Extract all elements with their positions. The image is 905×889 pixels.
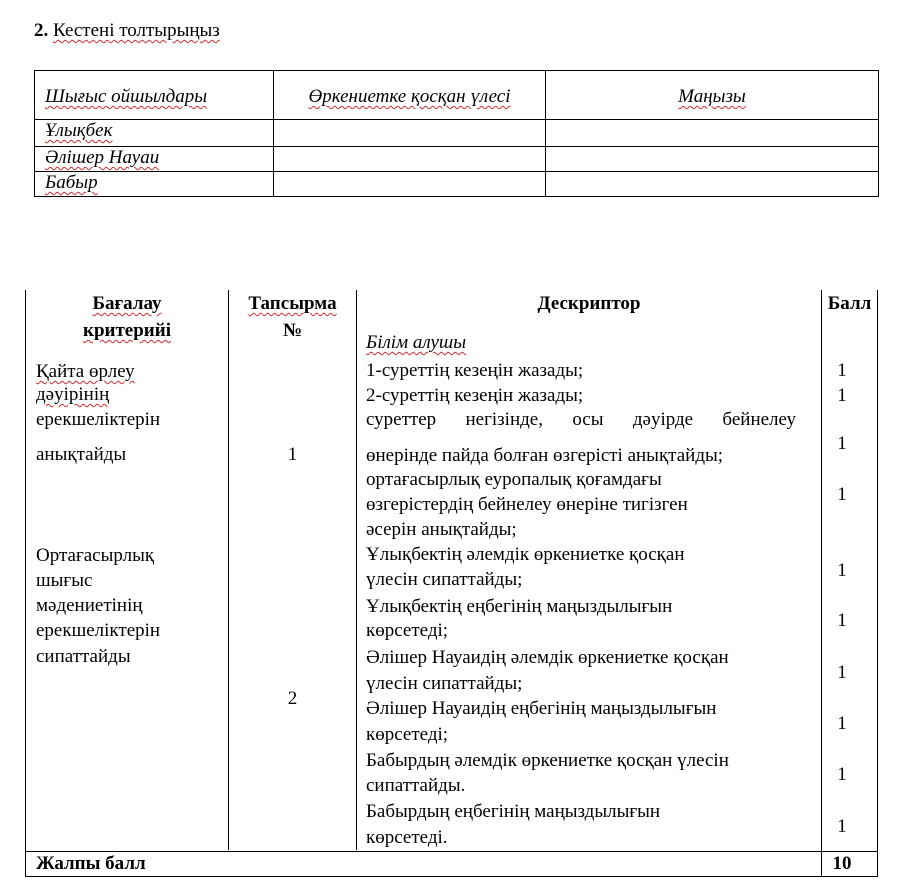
- descriptor-line: Әлішер Науаидің әлемдік өркениетке қосқан: [366, 647, 729, 668]
- criterion-2-line: Ортағасырлық: [36, 545, 155, 566]
- header-task-line1: Тапсырма: [248, 293, 337, 314]
- thinker-row: Ұлықбек: [45, 120, 113, 141]
- learner-label: Білім алушы: [366, 332, 467, 353]
- header-significance: Маңызы: [678, 86, 746, 107]
- header-criteria-line2: критерийі: [83, 320, 171, 341]
- header-descriptor: Дескриптор: [537, 293, 641, 314]
- descriptor-line: сипаттайды.: [366, 775, 466, 796]
- thinker-row: Бабыр: [45, 172, 98, 193]
- header-points: Балл: [827, 293, 872, 314]
- descriptor-line: Бабырдың әлемдік өркениетке қосқан үлесін: [366, 750, 729, 771]
- task-number: 2.: [34, 20, 49, 41]
- descriptor-line: көрсетеді.: [366, 827, 448, 848]
- descriptor-line: көрсетеді;: [366, 724, 449, 745]
- criterion-1-line: дәуірінің: [36, 384, 110, 405]
- descriptor-line: өзгерістердің бейнелеу өнеріне тигізген: [366, 494, 688, 515]
- descriptor-line: 1-суреттің кезеңін жазады;: [366, 360, 584, 381]
- criterion-1-line: Қайта өрлеу: [36, 361, 135, 382]
- descriptor-line: 2-суреттің кезеңін жазады;: [366, 385, 584, 406]
- task-number-1: 1: [287, 444, 298, 465]
- points-value: 1: [837, 610, 847, 631]
- descriptor-line: үлесін сипаттайды;: [366, 673, 523, 694]
- descriptor-word: негізінде,: [465, 409, 543, 430]
- points-value: 1: [837, 662, 847, 683]
- descriptor-word: осы: [572, 409, 604, 430]
- points-value: 1: [837, 560, 847, 581]
- points-value: 1: [837, 385, 847, 406]
- descriptor-line: Бабырдың еңбегінің маңыздылығын: [366, 801, 661, 822]
- points-value: 1: [837, 713, 847, 734]
- points-value: 1: [837, 360, 847, 381]
- descriptor-word: бейнелеу: [722, 409, 796, 430]
- descriptor-word: суреттер: [366, 409, 437, 430]
- header-contribution: Өркениетке қосқан үлесі: [308, 86, 511, 107]
- header-task-line2: №: [282, 320, 303, 341]
- points-value: 1: [837, 484, 847, 505]
- points-value: 1: [837, 764, 847, 785]
- descriptor-word: дәуірде: [632, 409, 694, 430]
- task-heading: [34, 20, 220, 42]
- task-number-2: 2: [287, 688, 298, 709]
- descriptor-line: Ұлықбектің еңбегінің маңыздылығын: [366, 596, 673, 617]
- criterion-1-line: ерекшеліктерін: [36, 409, 161, 430]
- descriptor-line: көрсетеді;: [366, 620, 449, 641]
- total-label: Жалпы балл: [36, 853, 146, 874]
- descriptor-line: ортағасырлық еуропалық қоғамдағы: [366, 469, 662, 490]
- criterion-2-line: ерекшеліктерін: [36, 620, 161, 641]
- task-title: Кестені толтырыңыз: [53, 20, 220, 41]
- criterion-1-line: анықтайды: [36, 444, 127, 465]
- descriptor-line: Әлішер Науаидің еңбегінің маңыздылығын: [366, 698, 717, 719]
- descriptor-line: Ұлықбектің әлемдік өркениетке қосқан: [366, 544, 685, 565]
- thinker-row: Әлішер Науаи: [45, 147, 160, 168]
- total-value: 10: [832, 853, 852, 874]
- header-thinkers: Шығыс ойшылдары: [45, 86, 208, 107]
- criterion-2-line: сипаттайды: [36, 646, 131, 667]
- header-criteria-line1: Бағалау: [92, 293, 162, 314]
- descriptor-line: үлесін сипаттайды;: [366, 569, 523, 590]
- descriptor-line-justified: [366, 409, 796, 431]
- points-value: 1: [837, 816, 847, 837]
- points-value: 1: [837, 433, 847, 454]
- criterion-2-line: мәдениетінің: [36, 595, 143, 616]
- descriptor-line: әсерін анықтайды;: [366, 519, 517, 540]
- criterion-2-line: шығыс: [36, 570, 93, 591]
- descriptor-line: өнерінде пайда болған өзгерісті анықтайды;: [366, 445, 724, 466]
